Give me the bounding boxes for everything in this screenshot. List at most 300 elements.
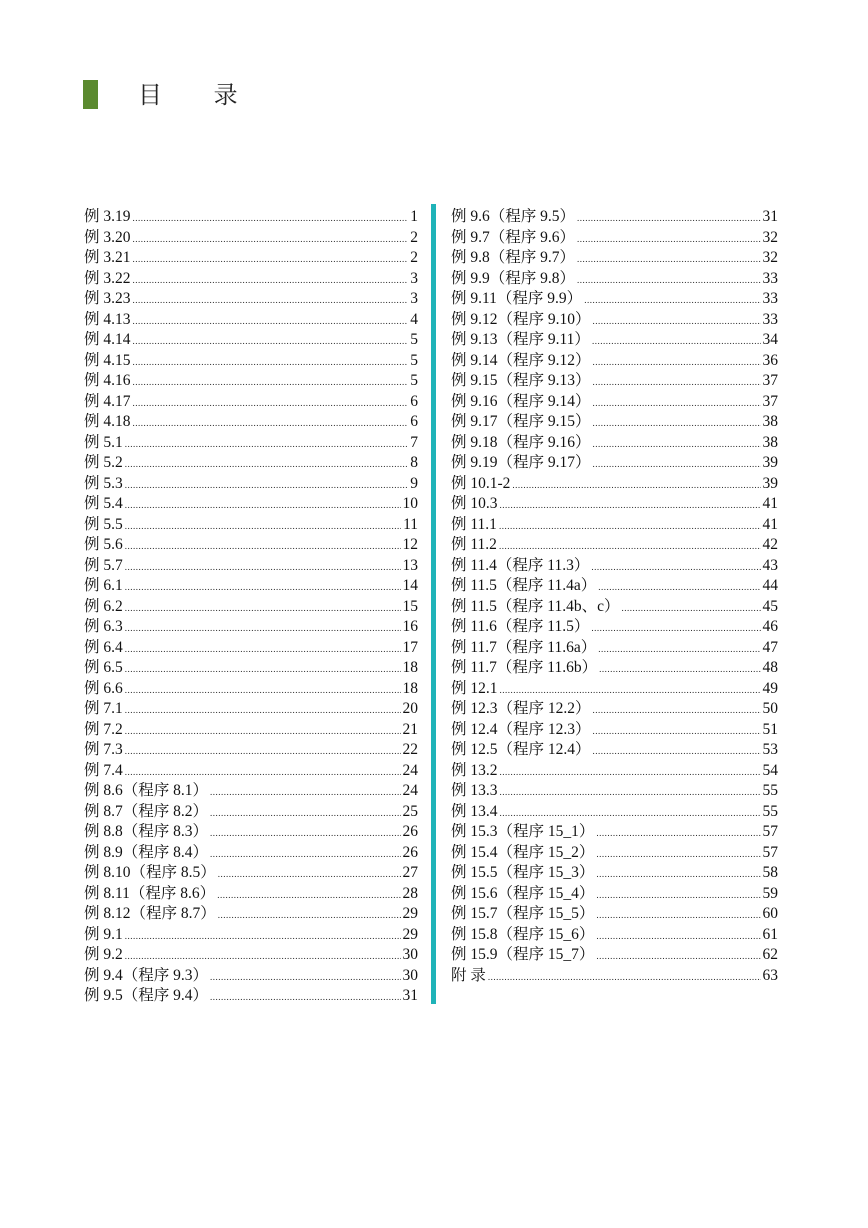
toc-entry-page-number: 46	[762, 618, 778, 635]
toc-entry-label: 例 11.6（程序 11.5）	[451, 618, 590, 635]
toc-entry-page-number: 5	[410, 351, 418, 369]
toc-dot-leader	[512, 472, 760, 493]
toc-entry-page-number: 29	[402, 905, 418, 922]
toc-entry-page-number: 3	[410, 269, 418, 287]
toc-entry-label: 例 15.7（程序 15_5）	[451, 905, 595, 922]
toc-dot-leader	[125, 923, 401, 944]
toc-entry-page-number: 3	[410, 290, 418, 307]
toc-entry[interactable]	[451, 574, 778, 595]
toc-entry[interactable]	[451, 636, 778, 657]
toc-entry[interactable]	[451, 410, 778, 431]
toc-entry[interactable]	[451, 882, 778, 903]
toc-entry[interactable]	[84, 246, 418, 267]
toc-right-column	[451, 205, 778, 984]
toc-dot-leader	[133, 410, 409, 431]
toc-entry-label: 例 10.1-2	[451, 474, 511, 492]
toc-entry-page-number: 15	[402, 597, 418, 615]
toc-entry-page-number: 39	[762, 474, 778, 492]
toc-entry-label: 例 4.14	[84, 331, 131, 348]
toc-entry[interactable]	[451, 328, 778, 349]
toc-entry-label: 例 4.17	[84, 392, 131, 410]
toc-entry-page-number: 44	[762, 577, 778, 594]
toc-entry[interactable]	[84, 513, 418, 534]
toc-dot-leader	[593, 431, 761, 452]
toc-dot-leader	[598, 574, 760, 595]
toc-entry-label: 例 4.16	[84, 372, 131, 389]
toc-entry[interactable]	[84, 656, 418, 677]
toc-entry[interactable]	[451, 738, 778, 759]
toc-entry-page-number: 29	[402, 925, 418, 943]
toc-dot-leader	[125, 738, 401, 759]
toc-entry[interactable]	[84, 841, 418, 862]
toc-entry[interactable]	[84, 779, 418, 800]
toc-entry[interactable]	[84, 287, 418, 308]
toc-entry[interactable]	[84, 984, 418, 1005]
toc-entry-page-number: 49	[762, 679, 778, 697]
toc-entry[interactable]	[84, 861, 418, 882]
toc-entry-label: 例 9.13（程序 9.11）	[451, 331, 590, 348]
toc-dot-leader	[500, 492, 761, 513]
toc-entry-label: 例 6.6	[84, 679, 123, 697]
toc-entry-label: 例 11.5（程序 11.4a）	[451, 577, 597, 594]
toc-entry[interactable]	[84, 390, 418, 411]
toc-dot-leader	[210, 779, 400, 800]
toc-entry[interactable]	[451, 492, 778, 513]
toc-entry-label: 例 15.5（程序 15_3）	[451, 864, 595, 881]
toc-dot-leader	[133, 390, 409, 411]
toc-dot-leader	[125, 636, 401, 657]
toc-entry-page-number: 18	[402, 659, 418, 676]
toc-dot-leader	[500, 677, 761, 698]
toc-entry[interactable]	[84, 226, 418, 247]
toc-entry-label: 例 9.4（程序 9.3）	[84, 966, 209, 984]
toc-dot-leader	[592, 328, 761, 349]
toc-entry[interactable]	[84, 410, 418, 431]
toc-dot-leader	[133, 369, 409, 390]
toc-entry-label: 例 15.3（程序 15_1）	[451, 823, 595, 840]
toc-entry-label: 例 6.3	[84, 618, 123, 635]
toc-entry-label: 例 4.13	[84, 310, 131, 328]
toc-dot-leader	[596, 841, 760, 862]
toc-entry-label: 例 3.19	[84, 208, 131, 225]
toc-entry-page-number: 54	[762, 761, 778, 779]
toc-dot-leader	[591, 554, 760, 575]
toc-entry-page-number: 18	[402, 679, 418, 697]
toc-entry[interactable]	[451, 595, 778, 616]
toc-entry[interactable]	[84, 820, 418, 841]
toc-entry[interactable]	[84, 554, 418, 575]
toc-entry-label: 例 13.2	[451, 761, 498, 779]
toc-entry[interactable]	[451, 349, 778, 370]
toc-entry[interactable]	[84, 472, 418, 493]
toc-entry[interactable]	[84, 267, 418, 288]
toc-entry-label: 例 5.2	[84, 454, 123, 471]
toc-entry[interactable]	[451, 677, 778, 698]
toc-entry[interactable]	[451, 472, 778, 493]
toc-entry-label: 例 8.11（程序 8.6）	[84, 884, 216, 902]
toc-entry[interactable]	[451, 369, 778, 390]
toc-entry-page-number: 41	[762, 515, 778, 533]
toc-dot-leader	[577, 226, 760, 247]
toc-dot-leader	[499, 513, 761, 534]
toc-entry[interactable]	[451, 554, 778, 575]
toc-entry-page-number: 9	[410, 474, 418, 492]
toc-entry-page-number: 42	[762, 536, 778, 553]
toc-entry[interactable]	[84, 738, 418, 759]
toc-dot-leader	[596, 820, 760, 841]
toc-entry[interactable]	[451, 390, 778, 411]
toc-entry[interactable]	[84, 595, 418, 616]
toc-entry-label: 例 8.7（程序 8.2）	[84, 802, 209, 820]
toc-dot-leader	[210, 820, 400, 841]
toc-entry[interactable]	[84, 882, 418, 903]
toc-entry-label: 例 3.20	[84, 228, 131, 246]
toc-entry-page-number: 26	[402, 843, 418, 861]
toc-dot-leader	[125, 533, 401, 554]
toc-entry-label: 例 11.7（程序 11.6b）	[451, 659, 598, 676]
toc-entry-page-number: 24	[402, 782, 418, 799]
toc-dot-leader	[577, 246, 760, 267]
toc-entry-label: 例 15.4（程序 15_2）	[451, 843, 595, 861]
toc-entry[interactable]	[84, 328, 418, 349]
toc-entry-label: 例 11.7（程序 11.6a）	[451, 638, 597, 656]
toc-dot-leader	[217, 882, 400, 903]
toc-entry-page-number: 34	[762, 331, 778, 348]
toc-entry-label: 例 11.1	[451, 515, 497, 533]
toc-entry-page-number: 55	[762, 802, 778, 820]
toc-entry-page-number: 45	[762, 597, 778, 615]
toc-entry-page-number: 32	[762, 228, 778, 246]
toc-entry-label: 例 5.7	[84, 556, 123, 574]
toc-entry-label: 例 6.5	[84, 659, 123, 676]
toc-entry-label: 例 7.2	[84, 720, 123, 738]
toc-entry[interactable]	[451, 308, 778, 329]
toc-dot-leader	[621, 595, 760, 616]
toc-entry-page-number: 2	[410, 228, 418, 246]
toc-dot-leader	[598, 636, 760, 657]
toc-entry-page-number: 30	[402, 966, 418, 984]
toc-entry-label: 例 9.17（程序 9.15）	[451, 413, 591, 430]
toc-entry-label: 例 9.9（程序 9.8）	[451, 269, 576, 287]
toc-dot-leader	[133, 267, 409, 288]
toc-entry-page-number: 5	[410, 331, 418, 348]
toc-entry[interactable]	[451, 451, 778, 472]
toc-entry-label: 例 9.14（程序 9.12）	[451, 351, 591, 369]
toc-entry[interactable]	[451, 800, 778, 821]
toc-entry-page-number: 43	[762, 556, 778, 574]
toc-entry[interactable]	[451, 226, 778, 247]
toc-entry-label: 例 11.5（程序 11.4b、c）	[451, 597, 620, 615]
page-title: 目 录	[138, 81, 260, 109]
toc-dot-leader	[133, 205, 409, 226]
toc-dot-leader	[218, 861, 401, 882]
toc-entry-label: 例 8.8（程序 8.3）	[84, 823, 209, 840]
toc-entry-label: 例 9.7（程序 9.6）	[451, 228, 576, 246]
toc-entry-label: 例 7.1	[84, 700, 123, 717]
toc-entry[interactable]	[451, 861, 778, 882]
toc-entry-page-number: 53	[762, 741, 778, 758]
toc-dot-leader	[500, 779, 761, 800]
toc-dot-leader	[125, 677, 401, 698]
toc-entry[interactable]	[84, 308, 418, 329]
toc-dot-leader	[133, 349, 409, 370]
toc-entry-page-number: 14	[402, 577, 418, 594]
toc-entry-page-number: 26	[402, 823, 418, 840]
toc-dot-leader	[210, 800, 400, 821]
toc-entry[interactable]	[84, 718, 418, 739]
toc-entry-label: 例 5.5	[84, 515, 123, 533]
toc-dot-leader	[593, 390, 761, 411]
toc-entry-label: 例 9.18（程序 9.16）	[451, 433, 591, 451]
toc-entry-label: 例 15.6（程序 15_4）	[451, 884, 595, 902]
toc-entry-page-number: 59	[762, 884, 778, 902]
toc-entry-label: 例 7.3	[84, 741, 123, 758]
toc-entry-label: 例 8.6（程序 8.1）	[84, 782, 209, 799]
toc-entry-page-number: 17	[402, 638, 418, 656]
toc-entry[interactable]	[451, 964, 778, 985]
toc-dot-leader	[125, 943, 401, 964]
title-accent-bar	[83, 80, 98, 109]
column-separator	[431, 204, 436, 1004]
toc-entry[interactable]	[451, 923, 778, 944]
toc-entry-page-number: 12	[402, 536, 418, 553]
toc-dot-leader	[596, 861, 760, 882]
toc-dot-leader	[125, 513, 401, 534]
toc-entry-label: 例 3.23	[84, 290, 131, 307]
toc-entry-page-number: 5	[410, 372, 418, 389]
toc-entry-label: 例 8.9（程序 8.4）	[84, 843, 209, 861]
toc-entry[interactable]	[451, 656, 778, 677]
toc-entry[interactable]	[451, 902, 778, 923]
toc-entry-page-number: 28	[402, 884, 418, 902]
toc-entry-page-number: 33	[762, 290, 778, 307]
toc-entry-page-number: 31	[762, 208, 778, 225]
toc-entry-label: 例 5.3	[84, 474, 123, 492]
toc-entry-page-number: 38	[762, 413, 778, 430]
toc-entry-label: 例 4.18	[84, 413, 131, 430]
toc-entry-label: 例 6.1	[84, 577, 123, 594]
toc-dot-leader	[593, 738, 761, 759]
toc-dot-leader	[593, 349, 761, 370]
toc-dot-leader	[125, 697, 401, 718]
toc-entry-page-number: 62	[762, 946, 778, 963]
toc-dot-leader	[125, 472, 408, 493]
toc-entry-label: 例 3.21	[84, 249, 131, 266]
toc-entry[interactable]	[84, 205, 418, 226]
toc-entry[interactable]	[451, 513, 778, 534]
toc-dot-leader	[133, 328, 409, 349]
toc-entry[interactable]	[84, 902, 418, 923]
toc-entry-label: 例 9.19（程序 9.17）	[451, 454, 591, 471]
toc-entry-page-number: 2	[410, 249, 418, 266]
toc-entry-page-number: 33	[762, 269, 778, 287]
toc-entry-label: 例 3.22	[84, 269, 131, 287]
toc-dot-leader	[125, 615, 401, 636]
toc-entry-label: 例 8.12（程序 8.7）	[84, 905, 216, 922]
toc-entry-page-number: 16	[402, 618, 418, 635]
toc-dot-leader	[599, 656, 760, 677]
toc-entry[interactable]	[84, 923, 418, 944]
toc-dot-leader	[577, 267, 760, 288]
toc-entry[interactable]	[84, 533, 418, 554]
toc-entry-label: 例 13.4	[451, 802, 498, 820]
toc-dot-leader	[596, 882, 760, 903]
toc-dot-leader	[125, 492, 401, 513]
toc-dot-leader	[593, 308, 761, 329]
toc-dot-leader	[210, 964, 400, 985]
toc-entry[interactable]	[84, 349, 418, 370]
toc-entry[interactable]	[84, 759, 418, 780]
toc-dot-leader	[584, 287, 760, 308]
toc-entry[interactable]	[84, 677, 418, 698]
toc-entry-label: 例 12.1	[451, 679, 498, 697]
toc-dot-leader	[125, 595, 401, 616]
toc-entry-page-number: 36	[762, 351, 778, 369]
toc-entry-page-number: 22	[402, 741, 418, 758]
toc-entry-label: 例 9.16（程序 9.14）	[451, 392, 591, 410]
toc-entry-page-number: 39	[762, 454, 778, 471]
toc-entry[interactable]	[84, 451, 418, 472]
toc-entry-label: 例 4.15	[84, 351, 131, 369]
toc-dot-leader	[125, 554, 401, 575]
toc-entry-page-number: 32	[762, 249, 778, 266]
toc-entry[interactable]	[451, 615, 778, 636]
toc-dot-leader	[133, 226, 409, 247]
toc-entry-label: 例 8.10（程序 8.5）	[84, 864, 216, 881]
toc-entry-page-number: 7	[410, 433, 418, 451]
toc-entry[interactable]	[84, 369, 418, 390]
toc-entry-label: 例 15.9（程序 15_7）	[451, 946, 595, 963]
toc-entry-page-number: 13	[402, 556, 418, 574]
toc-entry-page-number: 41	[762, 495, 778, 512]
toc-entry-page-number: 10	[402, 495, 418, 512]
toc-entry[interactable]	[84, 943, 418, 964]
toc-entry[interactable]	[451, 533, 778, 554]
toc-dot-leader	[125, 656, 401, 677]
toc-entry-label: 例 13.3	[451, 782, 498, 799]
toc-entry-label: 例 5.4	[84, 495, 123, 512]
toc-entry-page-number: 37	[762, 392, 778, 410]
toc-entry-label: 例 9.12（程序 9.10）	[451, 310, 591, 328]
toc-entry-label: 例 11.4（程序 11.3）	[451, 556, 590, 574]
toc-entry[interactable]	[84, 574, 418, 595]
toc-entry[interactable]	[84, 492, 418, 513]
toc-dot-leader	[596, 923, 760, 944]
toc-entry[interactable]	[84, 431, 418, 452]
toc-entry-page-number: 38	[762, 433, 778, 451]
toc-entry[interactable]	[451, 697, 778, 718]
toc-entry[interactable]	[451, 246, 778, 267]
toc-entry-page-number: 6	[410, 392, 418, 410]
toc-dot-leader	[500, 759, 761, 780]
toc-dot-leader	[593, 369, 761, 390]
toc-dot-leader	[593, 451, 761, 472]
toc-entry[interactable]	[451, 718, 778, 739]
toc-entry-page-number: 20	[402, 700, 418, 717]
toc-entry[interactable]	[451, 943, 778, 964]
toc-entry-page-number: 21	[402, 720, 418, 738]
toc-dot-leader	[499, 533, 761, 554]
toc-entry-page-number: 37	[762, 372, 778, 389]
toc-entry-label: 例 9.6（程序 9.5）	[451, 208, 576, 225]
toc-entry[interactable]	[84, 697, 418, 718]
toc-entry-page-number: 57	[762, 843, 778, 861]
toc-entry-page-number: 60	[762, 905, 778, 922]
toc-dot-leader	[596, 902, 760, 923]
toc-entry[interactable]	[451, 759, 778, 780]
toc-entry[interactable]	[451, 205, 778, 226]
toc-entry-label: 例 7.4	[84, 761, 123, 779]
toc-entry[interactable]	[451, 820, 778, 841]
toc-dot-leader	[125, 759, 401, 780]
toc-entry-label: 例 9.8（程序 9.7）	[451, 249, 576, 266]
toc-entry-page-number: 6	[410, 413, 418, 430]
toc-entry[interactable]	[451, 287, 778, 308]
toc-dot-leader	[488, 964, 761, 985]
toc-entry[interactable]	[84, 615, 418, 636]
toc-dot-leader	[125, 574, 401, 595]
toc-entry[interactable]	[451, 841, 778, 862]
toc-dot-leader	[500, 800, 761, 821]
toc-dot-leader	[210, 841, 400, 862]
toc-entry[interactable]	[84, 800, 418, 821]
toc-dot-leader	[593, 410, 761, 431]
toc-entry[interactable]	[84, 636, 418, 657]
toc-entry-label: 例 9.1	[84, 925, 123, 943]
toc-dot-leader	[125, 718, 401, 739]
toc-dot-leader	[591, 615, 760, 636]
toc-entry[interactable]	[451, 431, 778, 452]
toc-entry-page-number: 27	[402, 864, 418, 881]
toc-entry-page-number: 24	[402, 761, 418, 779]
toc-entry-label: 例 12.5（程序 12.4）	[451, 741, 591, 758]
toc-entry-label: 例 9.11（程序 9.9）	[451, 290, 583, 307]
toc-dot-leader	[133, 246, 409, 267]
toc-entry-label: 例 9.2	[84, 946, 123, 963]
toc-entry-label: 例 10.3	[451, 495, 498, 512]
toc-entry-page-number: 51	[762, 720, 778, 738]
toc-entry-page-number: 47	[762, 638, 778, 656]
toc-dot-leader	[593, 718, 761, 739]
toc-entry-page-number: 50	[762, 700, 778, 717]
toc-entry-page-number: 8	[410, 454, 418, 471]
toc-entry-label: 例 15.8（程序 15_6）	[451, 925, 595, 943]
toc-entry-page-number: 4	[410, 310, 418, 328]
toc-entry-label: 例 6.4	[84, 638, 123, 656]
toc-entry-page-number: 1	[410, 208, 418, 225]
toc-dot-leader	[210, 984, 400, 1005]
toc-entry-page-number: 30	[402, 946, 418, 963]
toc-dot-leader	[577, 205, 760, 226]
toc-entry-label: 例 11.2	[451, 536, 497, 553]
toc-entry-page-number: 11	[403, 515, 418, 533]
toc-dot-leader	[133, 308, 409, 329]
toc-entry-label: 附 录	[451, 966, 486, 984]
toc-dot-leader	[125, 431, 408, 452]
toc-entry-label: 例 12.4（程序 12.3）	[451, 720, 591, 738]
toc-entry-page-number: 48	[762, 659, 778, 676]
toc-entry-page-number: 58	[762, 864, 778, 881]
toc-entry[interactable]	[84, 964, 418, 985]
toc-entry-page-number: 31	[402, 987, 418, 1004]
toc-entry-label: 例 6.2	[84, 597, 123, 615]
toc-entry-page-number: 63	[762, 966, 778, 984]
toc-entry-page-number: 25	[402, 802, 418, 820]
toc-entry[interactable]	[451, 779, 778, 800]
toc-dot-leader	[125, 451, 408, 472]
toc-entry-label: 例 5.6	[84, 536, 123, 553]
toc-entry[interactable]	[451, 267, 778, 288]
